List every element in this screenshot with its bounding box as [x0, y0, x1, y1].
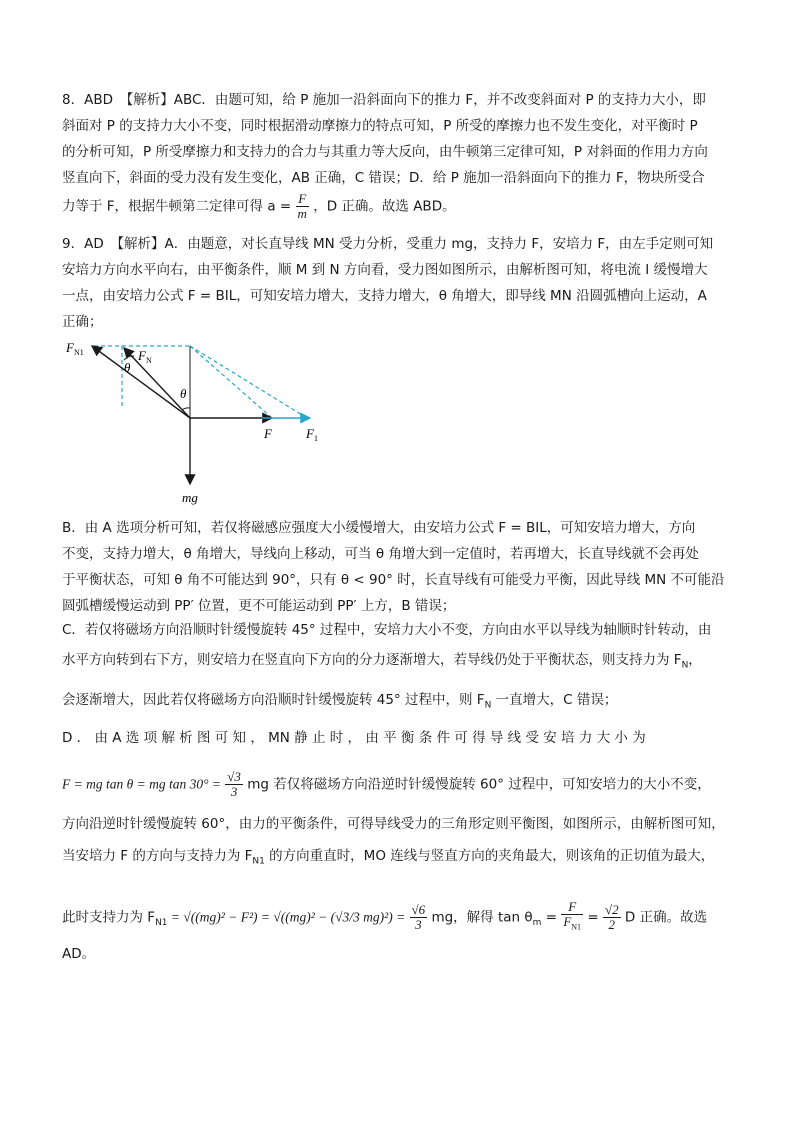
q9-line-2: 安培力方向水平向右，由平衡条件，顺 M 到 N 方向看，受力图如图所示，由解析图可知，将电流 I 缓慢增大 [62, 262, 708, 278]
fn-arrow [124, 348, 190, 418]
q8-line-5a: 力等于 F，根据牛顿第二定律可得 a = [62, 198, 292, 215]
f-label: F [264, 426, 272, 441]
theta-label-lower: θ [180, 386, 187, 401]
q9-c-line-3: 会逐渐增大，因此若仅将磁场方向沿顺时针缓慢旋转 45° 过程中，则 $F_N$ 一直增大，C 错误； [62, 692, 618, 711]
mg-label: mg [182, 490, 198, 505]
q9-b-line-4: 圆弧槽缓慢运动到 PP′ 位置，更不可能运动到 PP′ 上方，B 错误； [62, 598, 456, 614]
theta-label-upper: θ [124, 360, 131, 375]
q9-c-line-2: 水平方向转到右下方，则安培力在竖直向下方向的分力逐渐增大，若导线仍处于平衡状态，则支持力为 $F_N$， [62, 652, 702, 671]
fraction-sqrt3-over-3: $\frac{√3}{3}$ [227, 769, 241, 799]
q9-d-line-6: AD。 [62, 946, 96, 962]
force-diagram [62, 338, 332, 508]
dashed-diagonal-2 [190, 346, 307, 418]
q8-line-3: 的分析可知，P 所受摩擦力和支持力的合力与其重力等大反向，由牛顿第三定律可知，P 对斜面的作用力方向 [62, 144, 708, 160]
fn1-label: $F_{N1}$ [66, 340, 84, 357]
q8-line-4: 竖直向下，斜面的受力没有发生变化，AB 正确，C 错误；D．给 P 施加一沿斜面向下的推力 F，物块所受合 [62, 170, 705, 186]
q9-d-line-1: D ． 由 A 选 项 解 析 图 可 知 ， MN 静 止 时 ， 由 平 衡 条 件 可 得 导 线 受 安 培 力 大 小 为 [62, 730, 646, 746]
q9-d-line-4: 当安培力 F 的方向与支持力为 $F_{N1}$ 的方向重直时，MO 连线与竖直方向的夹角最大，则该角的正切值为最大， [62, 848, 715, 867]
q8-line-5 [62, 192, 456, 221]
fn-label: $F_N$ [138, 348, 152, 365]
q9-c-line-1: C．若仅将磁场方向沿顺时针缓慢旋转 45° 过程中，安培力大小不变，方向由水平以导线为轴顺时针转动，由 [62, 622, 712, 638]
q9-line-4: 正确； [62, 314, 103, 330]
fraction-sqrt6-over-3: $\frac{√6}{3}$ [411, 901, 426, 932]
q9-d-line-2: F = mg tan θ = mg tan 30° = $\frac{√3}{3}$ mg 若仅将磁场方向沿逆时针缓慢旋转 60° 过程中，可知安培力的大小不变， [62, 769, 711, 799]
q9-b-line-2: 不变，支持力增大，θ 角增大，导线向上移动，可当 θ 角增大到一定值时，若再增大，长直导线就不会再处 [62, 546, 699, 562]
f1-label: $F_1$ [306, 426, 318, 443]
q9-line-1: 9．AD 【解析】A．由题意，对长直导线 MN 受力分析，受重力 mg，支持力 F，安培力 F，由左手定则可知 [62, 236, 714, 252]
fraction-f-over-fn1: $\frac{F}{F_{N1}}$ [563, 899, 582, 932]
dashed-diagonal-1 [190, 346, 272, 418]
q9-d-line-5: 此时支持力为 $F_{N1} = √((mg)^2 - F^2) = √((mg)^2 - (√3/3$ mg)²) = $\frac{√6}{3}$ mg，解得 $\tan \theta_m$ = $\frac{F}{F_{N1}}$ = $\frac{√2}{2}$ D 正确。故选 [62, 900, 707, 935]
fraction-sqrt2-over-2: $\frac{√2}{2}$ [604, 901, 619, 932]
q8-line-1: 8．ABD 【解析】ABC．由题可知，给 P 施加一沿斜面向下的推力 F，并不改变斜面对 P 的支持力大小，即 [62, 92, 706, 108]
q8-line-5b: ，D 正确。故选 ABD。 [313, 198, 456, 215]
q9-line-3: 一点，由安培力公式 F = BIL，可知安培力增大，支持力增大，θ 角增大，即导线 MN 沿圆弧槽向上运动，A [62, 288, 707, 304]
fraction-f-over-m: $\frac{F}{m}$ [297, 191, 307, 221]
q9-d-line-3: 方向沿逆时针缓慢旋转 60°，由力的平衡条件，可得导线受力的三角形定则平衡图，如图所示，由解析图可知， [62, 816, 725, 832]
q9-b-line-1: B．由 A 选项分析可知，若仅将磁感应强度大小缓慢增大，由安培力公式 F = BIL，可知安培力增大，方向 [62, 520, 696, 536]
theta-arc-lower [182, 408, 190, 410]
q9-b-line-3: 于平衡状态，可知 θ 角不可能达到 90°，只有 θ < 90° 时，长直导线有可能受力平衡，因此导线 MN 不可能沿 [62, 572, 725, 588]
q8-line-2: 斜面对 P 的支持力大小不变，同时根据滑动摩擦力的特点可知，P 所受的摩擦力也不发生变化，对平衡时 P [62, 118, 698, 134]
